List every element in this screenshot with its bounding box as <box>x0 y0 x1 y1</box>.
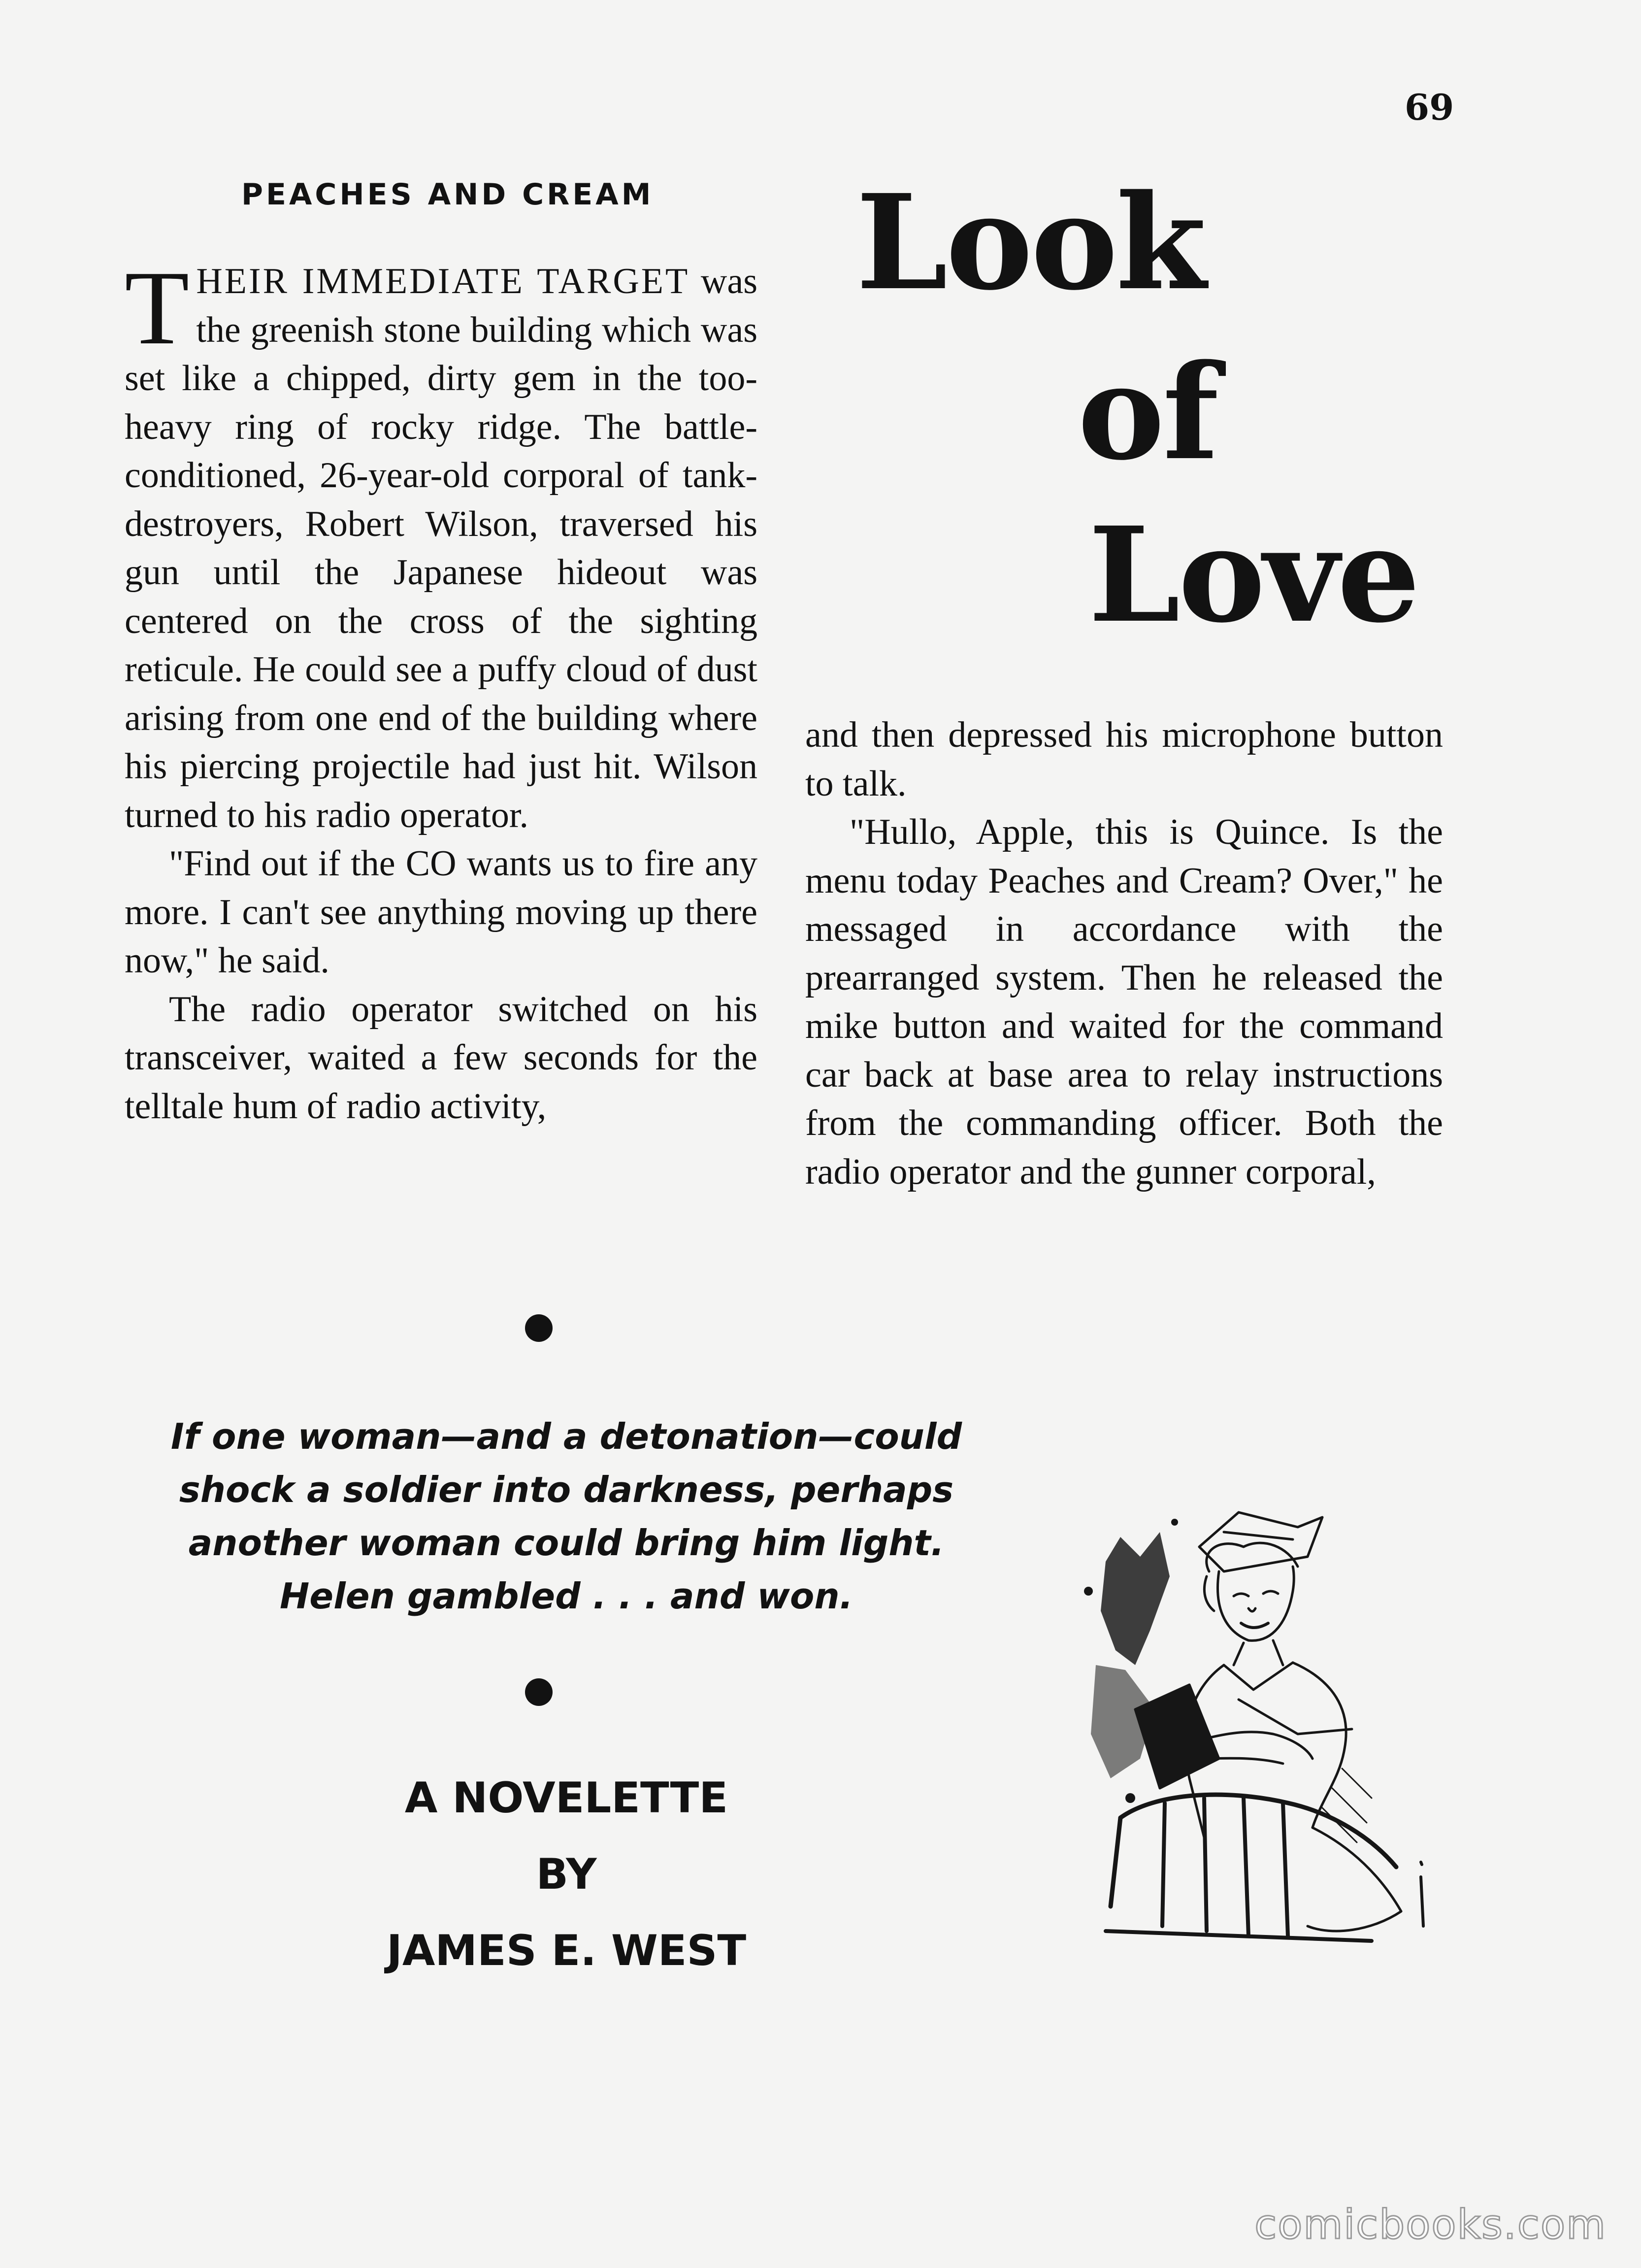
article-paragraph: The radio operator switched on his transceiver, waited a few seconds for the telltale hum of radio activity, <box>125 989 757 1127</box>
story-title-line-3: Love <box>1088 499 1418 652</box>
page-number: 69 <box>1405 86 1454 128</box>
bullet-divider-top <box>525 1314 553 1342</box>
article-paragraph: "Find out if the CO wants us to fire any more. I can't see anything moving up there now," he said. <box>125 843 757 981</box>
story-blurb <box>148 1410 985 1623</box>
byline-by: BY <box>536 1850 597 1899</box>
blurb-line: another woman could bring him light. <box>188 1522 945 1564</box>
bullet-divider-bottom <box>525 1678 553 1706</box>
article-column-left <box>125 249 758 1131</box>
article-paragraph: "Hullo, Apple, this is Quince. Is the menu today Peaches and Cream? Over," he messaged in accordance with the prearranged system. Then he released the mike button and waited for the command car back at base area to relay instructions from the commanding officer. Both the radio operator and the gunner corporal, <box>805 812 1443 1192</box>
article-paragraph <box>125 249 758 839</box>
article-column-right <box>805 711 1443 1196</box>
lead-caps: HEIR IMMEDIATE TARGET <box>196 261 690 301</box>
blurb-line: shock a soldier into darkness, perhaps <box>179 1469 954 1510</box>
byline-author: JAMES E. WEST <box>386 1926 747 1975</box>
watermark: comicbooks.com <box>1254 2201 1607 2248</box>
byline-genre: A NOVELETTE <box>404 1773 728 1823</box>
drop-cap: T <box>125 249 190 367</box>
story-title-line-1: Look <box>856 166 1205 319</box>
article-paragraph: and then depressed his microphone button to talk. <box>805 715 1443 804</box>
section-label: PEACHES AND CREAM <box>241 177 654 212</box>
story-title-line-2: of <box>1078 336 1217 489</box>
blurb-line: Helen gambled . . . and won. <box>279 1575 853 1617</box>
paragraph-text: was the greenish stone building which was set like a chipped, dirty gem in the too-heavy ring of rocky ridge. The battle-conditioned, 26-year-old corporal of tank-destroyers, Robert Wilson, traversed his gun until the Japanese hideout was centered on the cross of the sighting reticule. He could see a puffy cloud of dust arising from one end of the building where his piercing projectile had just hit. Wilson turned to his radio operator. <box>125 261 758 835</box>
blurb-line: If one woman—and a detonation—could <box>170 1416 962 1457</box>
nurse-illustration <box>1076 1502 1450 1956</box>
